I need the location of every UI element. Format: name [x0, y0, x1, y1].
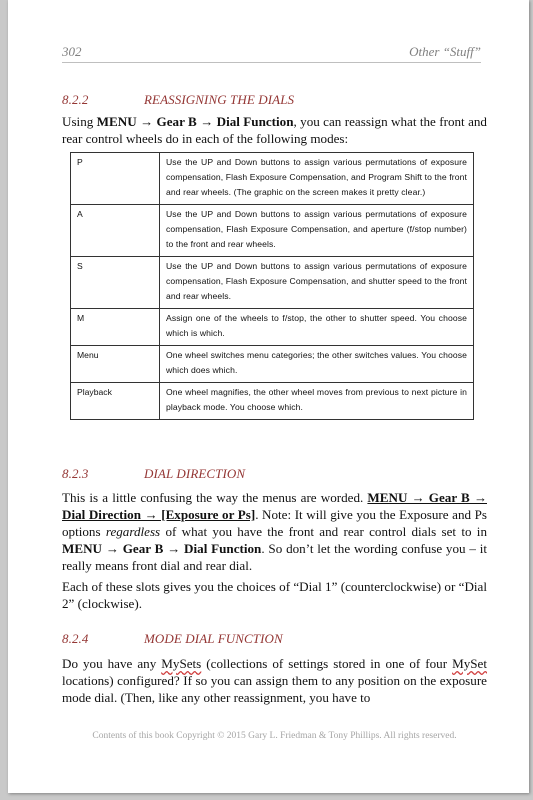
description-cell: Use the UP and Down buttons to assign various permutations of exposure compensation, Flash Exposure Compensation, and shutter speed to the front and rear wheels. [160, 257, 474, 309]
page-header [62, 44, 481, 63]
menu-path: MENU → Gear B → Dial Function [62, 541, 262, 556]
description-cell: One wheel switches menu categories; the other switches values. You choose which does which. [160, 346, 474, 383]
table-row [71, 309, 474, 346]
spell-flagged-word: MySet [452, 656, 487, 671]
table-row [71, 383, 474, 420]
paragraph-824: Do you have any MySets (collections of settings stored in one of four MySet locations) configured? If so you can assign them to any position on the exposure mode dial. (Then, like any other reassignment, you have to [62, 656, 487, 705]
section-title: REASSIGNING THE DIALS [144, 92, 295, 107]
mode-cell: M [71, 309, 160, 346]
mode-cell: S [71, 257, 160, 309]
mode-cell: Menu [71, 346, 160, 383]
mode-cell: A [71, 205, 160, 257]
section-heading-823 [62, 466, 245, 482]
mode-cell: P [71, 153, 160, 205]
section-heading-822 [62, 92, 294, 108]
description-cell: Assign one of the wheels to f/stop, the other to shutter speed. You choose which is which. [160, 309, 474, 346]
mode-cell: Playback [71, 383, 160, 420]
document-page [8, 0, 529, 793]
chapter-title: Other “Stuff” [409, 44, 481, 59]
section-title: DIAL DIRECTION [144, 466, 246, 481]
page-number: 302 [62, 44, 82, 59]
table-row [71, 257, 474, 309]
paragraph-822: Using MENU → Gear B → Dial Function, you can reassign what the front and rear control wheels do in each of the following modes: [62, 114, 487, 146]
description-cell: One wheel magnifies, the other wheel moves from previous to next picture in playback mode. You choose which. [160, 383, 474, 420]
section-number: 8.2.2 [62, 92, 89, 107]
section-title: MODE DIAL FUNCTION [144, 631, 283, 646]
table-row [71, 153, 474, 205]
paragraph-823-a: This is a little confusing the way the menus are worded. MENU → Gear B → Dial Direction → [Exposure or Ps]. Note: It will give you the Exposure and Ps options regardless of what you have the front and rear control dials set to in MENU → Gear B → Dial Function. So don’t let the wording confuse you – it really means front dial and rear dial. [62, 490, 488, 573]
spell-flagged-word: MySets [161, 656, 202, 671]
description-cell: Use the UP and Down buttons to assign various permutations of exposure compensation, Flash Exposure Compensation, and Program Shift to the front and rear wheels. (The graphic on the screen makes it pretty clear.) [160, 153, 474, 205]
description-cell: Use the UP and Down buttons to assign various permutations of exposure compensation, Flash Exposure Compensation, and aperture (f/stop number) to the front and rear wheels. [160, 205, 474, 257]
section-number: 8.2.3 [62, 466, 89, 481]
dial-function-table [70, 152, 474, 420]
page-footer-copyright: Contents of this book Copyright © 2015 Gary L. Friedman & Tony Phillips. All rights reserved. [92, 731, 457, 741]
table-row [71, 205, 474, 257]
menu-path-link[interactable]: MENU → Gear B → Dial Direction → [Exposure or Ps] [62, 490, 487, 522]
paragraph-823-b: Each of these slots gives you the choices of “Dial 1” (counterclockwise) or “Dial 2” (clockwise). [62, 579, 487, 611]
table-row [71, 346, 474, 383]
section-heading-824 [62, 631, 283, 647]
section-number: 8.2.4 [62, 631, 89, 646]
menu-path: MENU → Gear B → Dial Function [96, 114, 294, 129]
